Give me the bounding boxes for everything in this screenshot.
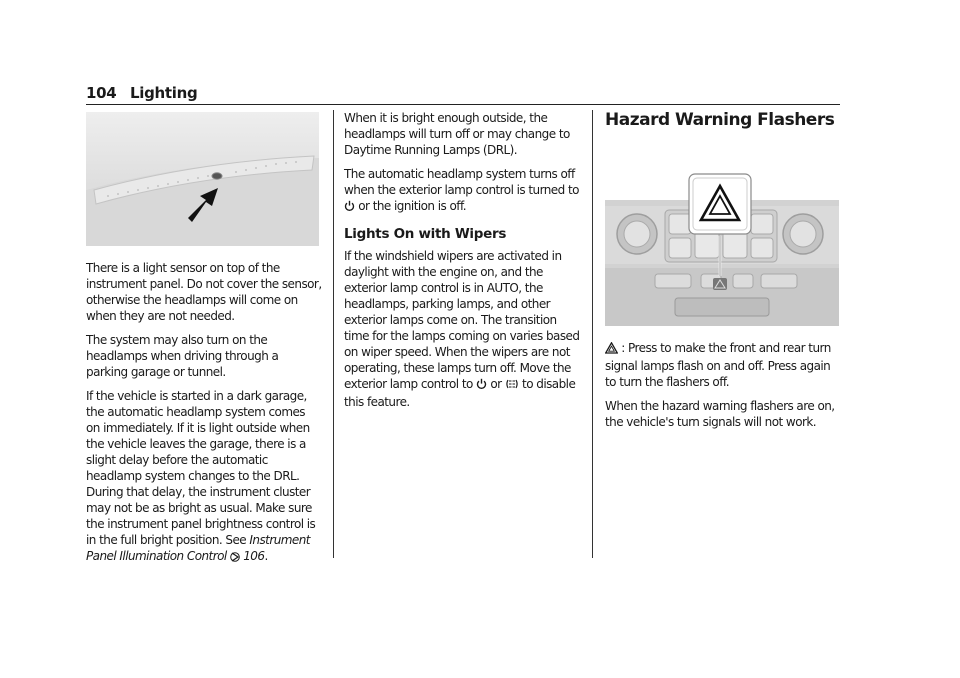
hazard-control-photo: [605, 140, 839, 326]
paragraph-auto-off: The automatic headlamp system turns off when the exterior lamp control is turned to or the ignition is off.: [344, 166, 584, 216]
cross-reference-link[interactable]: Instrument Panel Illumination Control: [86, 533, 310, 563]
hazard-button-illustration: [605, 140, 839, 326]
column-1: [86, 112, 322, 574]
hazard-title: Hazard Warning Flashers: [605, 110, 835, 130]
light-sensor-illustration: [86, 112, 319, 246]
column-divider-2: [592, 110, 593, 558]
page-header: [86, 82, 840, 104]
hazard-warning-icon: [605, 342, 618, 358]
paragraph-hazard-press: : Press to make the front and rear turn signal lamps flash on and off. Press again to turn the flashers off.: [605, 341, 831, 389]
paragraph-wipers: If the windshield wipers are activated in daylight with the engine on, and the exterior lamp control is in AUTO, the headlamps, parking lamps, and other exterior lamps come on. The transition time for the lamps coming on varies based on wiper speed. When the wipers are not operating, these lamps turn off. Move the exterior lamp control to or to disable this feature.: [344, 249, 580, 409]
subheading-lights-on-wipers: Lights On with Wipers: [344, 226, 507, 242]
page-number: 104: [86, 84, 117, 102]
column-2: [344, 110, 584, 418]
paragraph-parking-garage: The system may also turn on the headlamps when driving through a parking garage or tunnel.: [86, 333, 279, 379]
light-sensor-photo: [86, 112, 319, 246]
paragraph-dark-garage: If the vehicle is started in a dark garage, the automatic headlamp system comes on immediately. If it is light outside when the vehicle leaves the garage, there is a slight delay before the automatic headlamp system changes to the DRL. During that delay, the instrument cluster may not be as bright as usual. Make sure the instrument panel brightness control is in the full bright position. See Instrument Panel Illumination Control 106.: [86, 388, 322, 566]
column-3: [605, 110, 841, 438]
header-rule: [86, 104, 840, 105]
power-off-icon: [476, 378, 487, 394]
column-divider-1: [333, 110, 334, 558]
page-reference-icon: [230, 550, 240, 566]
paragraph-hazard-turn-signals: When the hazard warning flashers are on, the vehicle's turn signals will not work.: [605, 399, 835, 429]
cross-reference-page[interactable]: 106: [243, 549, 265, 563]
paragraph-light-sensor: There is a light sensor on top of the instrument panel. Do not cover the sensor, otherwise the headlamps will come on when they are not needed.: [86, 261, 322, 323]
power-off-icon: [344, 200, 355, 216]
paragraph-drl: When it is bright enough outside, the headlamps will turn off or may change to Daytime Running Lamps (DRL).: [344, 111, 570, 157]
section-title: Lighting: [130, 84, 198, 102]
parking-lamp-icon: [505, 378, 519, 394]
